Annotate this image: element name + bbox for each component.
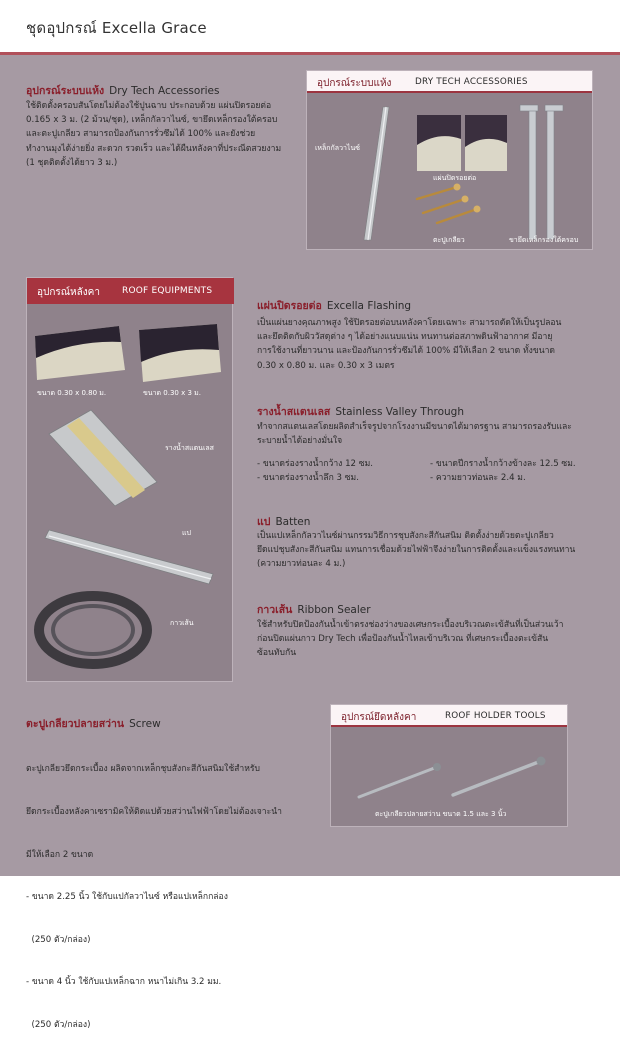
caption-sheet-large: ขนาด 0.30 x 3 ม. <box>143 389 201 397</box>
text-line: เป็นแปเหล็กกัลวาไนซ์ผ่านกรรมวิธีการชุบสังกะสีกันสนิม ติดตั้งง่ายด้วยตะปูเกลียว <box>257 531 554 541</box>
valley-heading-th: รางน้ำสแตนเลส <box>257 406 331 418</box>
text-line: ยึดแปชุบสังกะสีกันสนิม แทนการเชื่อมด้วยไฟฟ้าจึงง่ายในการติดตั้งและแข็งแรงทนทาน <box>257 545 576 556</box>
roof-equipments-title-en: ROOF EQUIPMENTS <box>122 286 213 296</box>
caption-sheet-small: ขนาด 0.30 x 0.80 ม. <box>37 389 107 397</box>
text-line: - ขนาด 4 นิ้ว ใช้กับแปเหล็กฉาก หนาไม่เกิน 3.2 มม. <box>26 977 222 988</box>
text-line: (1 ชุดติดตั้งได้ยาว 3 ม.) <box>26 157 118 168</box>
caption-ribbon: กาวเส้น <box>170 619 194 627</box>
screw-heading-en: Screw <box>129 718 161 730</box>
caption-galvanized: เหล็กกัลวาไนซ์ <box>315 144 360 152</box>
text-line: ก่อนปิดแผ่นกาว Dry Tech เพื่อป้องกันน้ำไหลเข้าบริเวณ ที่เศษกระเบื้องตะเข้สัน <box>257 634 549 645</box>
valley-spec-width: - ขนาดร่องรางน้ำกว้าง 12 ซม. <box>257 459 373 469</box>
dry-tech-heading-en: Dry Tech Accessories <box>109 85 220 97</box>
screw-image <box>359 763 441 797</box>
text-line: และตะปูเกลียว สามารถป้องกันการรั่วซึมได้ 100% และยังช่วย <box>26 129 256 140</box>
dry-tech-photo-title-en: DRY TECH ACCESSORIES <box>415 77 528 87</box>
ribbon-heading-th: กาวเส้น <box>257 604 293 616</box>
text-line: และยึดติดกับผิววัสดุต่าง ๆ ได้อย่างแนบแน่น ทนทานต่อสภาพดินฟ้าอากาศ มีอายุ <box>257 332 553 343</box>
roof-holder-title-en: ROOF HOLDER TOOLS <box>445 711 546 721</box>
caption-screw: ตะปูเกลียว <box>433 236 465 244</box>
text-line: (250 ตัว/กล่อง) <box>26 934 91 945</box>
screw-heading <box>26 715 161 732</box>
text-line: การใช้งานที่ยาวนาน และป้องกันการรั่วซึมได้ 100% มีให้เลือก 2 ขนาด ทั้งขนาด <box>257 346 555 357</box>
text-line: ใช้ติดตั้งครอบสันโดยไม่ต้องใช้ปูนฉาบ ประกอบด้วย แผ่นปิดรอยต่อ <box>26 101 272 111</box>
flashing-heading <box>257 297 411 314</box>
text-line: ตะปูเกลียวยึดกระเบื้อง ผลิตจากเหล็กชุบสังกะสีกันสนิมใช้สำหรับ <box>26 764 260 775</box>
valley-description <box>257 420 609 448</box>
text-line: ทำงานมุงได้ง่ายยิ่ง สะดวก รวดเร็ว และได้ผืนหลังคาที่ประณีตสวยงาม <box>26 143 282 154</box>
text-line: ระบายน้ำได้อย่างมั่นใจ <box>257 436 343 447</box>
page-title: ชุดอุปกรณ์ Excella Grace <box>26 19 207 37</box>
roof-equipments-photo <box>27 306 234 683</box>
text-line: (250 ตัว/กล่อง) <box>26 1020 91 1031</box>
valley-heading <box>257 403 464 420</box>
text-line: 0.165 x 3 ม. (2 ม้วน/ชุด), เหล็กกัลวาไนซ์, ขายึดเหล็กรองใต้ครอบ <box>26 115 278 126</box>
roof-equipments-title-th: อุปกรณ์หลังคา <box>37 287 100 298</box>
text-line: 0.30 x 0.80 ม. และ 0.30 x 3 เมตร <box>257 360 395 371</box>
caption-valley: รางน้ำสแตนเลส <box>165 444 214 452</box>
ribbon-heading <box>257 601 371 618</box>
roof-holder-header <box>331 705 567 727</box>
screw-description <box>26 734 306 1046</box>
roof-equipments-box <box>26 277 233 682</box>
ribbon-description <box>257 618 609 661</box>
flashing-heading-en: Excella Flashing <box>326 300 412 312</box>
dry-tech-photo-box <box>306 70 593 250</box>
text-line: ซ้อนทับกัน <box>257 648 297 659</box>
screw-image <box>453 757 546 796</box>
dry-tech-photo-header <box>307 71 592 93</box>
batten-heading <box>257 513 310 530</box>
caption-bracket: ขายึดเหล็กรองใต้ครอบ <box>509 236 579 244</box>
caption-roof-holder: ตะปูเกลียวปลายสว่าน ขนาด 1.5 และ 3 นิ้ว <box>375 810 507 818</box>
ribbon-heading-en: Ribbon Sealer <box>297 604 371 616</box>
text-line: มีให้เลือก 2 ขนาด <box>26 849 94 860</box>
ribbon-sealer-image <box>39 596 147 664</box>
dry-tech-heading-th: อุปกรณ์ระบบแห้ง <box>26 85 105 97</box>
caption-batten: แป <box>182 529 191 537</box>
valley-spec-wing: - ขนาดปีกรางน้ำกว้างข้างละ 12.5 ซม. <box>430 459 576 469</box>
page-header <box>0 0 620 52</box>
flashing-description <box>257 316 609 373</box>
text-line: ยึดกระเบื้องหลังคาเซรามิคให้ติดแปด้วยสว่านไฟฟ้าโดยไม่ต้องเจาะนำ <box>26 807 282 818</box>
roof-holder-title-th: อุปกรณ์ยึดหลังคา <box>341 712 417 723</box>
screws-image <box>417 187 477 223</box>
dry-tech-description <box>26 99 296 170</box>
batten-description <box>257 529 609 572</box>
valley-spec-depth: - ขนาดร่องรางน้ำลึก 3 ซม. <box>257 473 359 483</box>
text-line: (ความยาวท่อนละ 4 ม.) <box>257 559 346 570</box>
roof-holder-box <box>330 704 568 827</box>
dry-tech-photo-title-th: อุปกรณ์ระบบแห้ง <box>317 78 392 89</box>
text-line: ทำจากสแตนเลสโดยผลิตสำเร็จรูปจากโรงงานมีขนาดได้มาตรฐาน สามารถรองรับและ <box>257 422 572 432</box>
caption-flashing: แผ่นปิดรอยต่อ <box>433 174 477 182</box>
text-line: - ขนาด 2.25 นิ้ว ใช้กับแปกัลวาไนซ์ หรือแปเหล็กกล่อง <box>26 892 228 903</box>
dry-tech-heading <box>26 82 219 99</box>
flashing-heading-th: แผ่นปิดรอยต่อ <box>257 300 322 312</box>
bracket-image <box>520 105 563 239</box>
text-line: ใช้สำหรับปิดป้องกันน้ำเข้าตรงช่องว่างของเศษกระเบื้องบริเวณตะเข้สันที่เป็นส่วนเว้า <box>257 620 564 630</box>
valley-spec-length: - ความยาวท่อนละ 2.4 ม. <box>430 473 526 483</box>
screw-heading-th: ตะปูเกลียวปลายสว่าน <box>26 718 125 730</box>
batten-heading-th: แป <box>257 516 271 528</box>
batten-heading-en: Batten <box>275 516 311 528</box>
text-line: เป็นแผ่นยางคุณภาพสูง ใช้ปิดรอยต่อบนหลังคาโดยเฉพาะ สามารถดัดให้เป็นรูปลอน <box>257 318 562 328</box>
roof-equipments-header <box>27 278 234 304</box>
valley-heading-en: Stainless Valley Through <box>335 406 464 418</box>
